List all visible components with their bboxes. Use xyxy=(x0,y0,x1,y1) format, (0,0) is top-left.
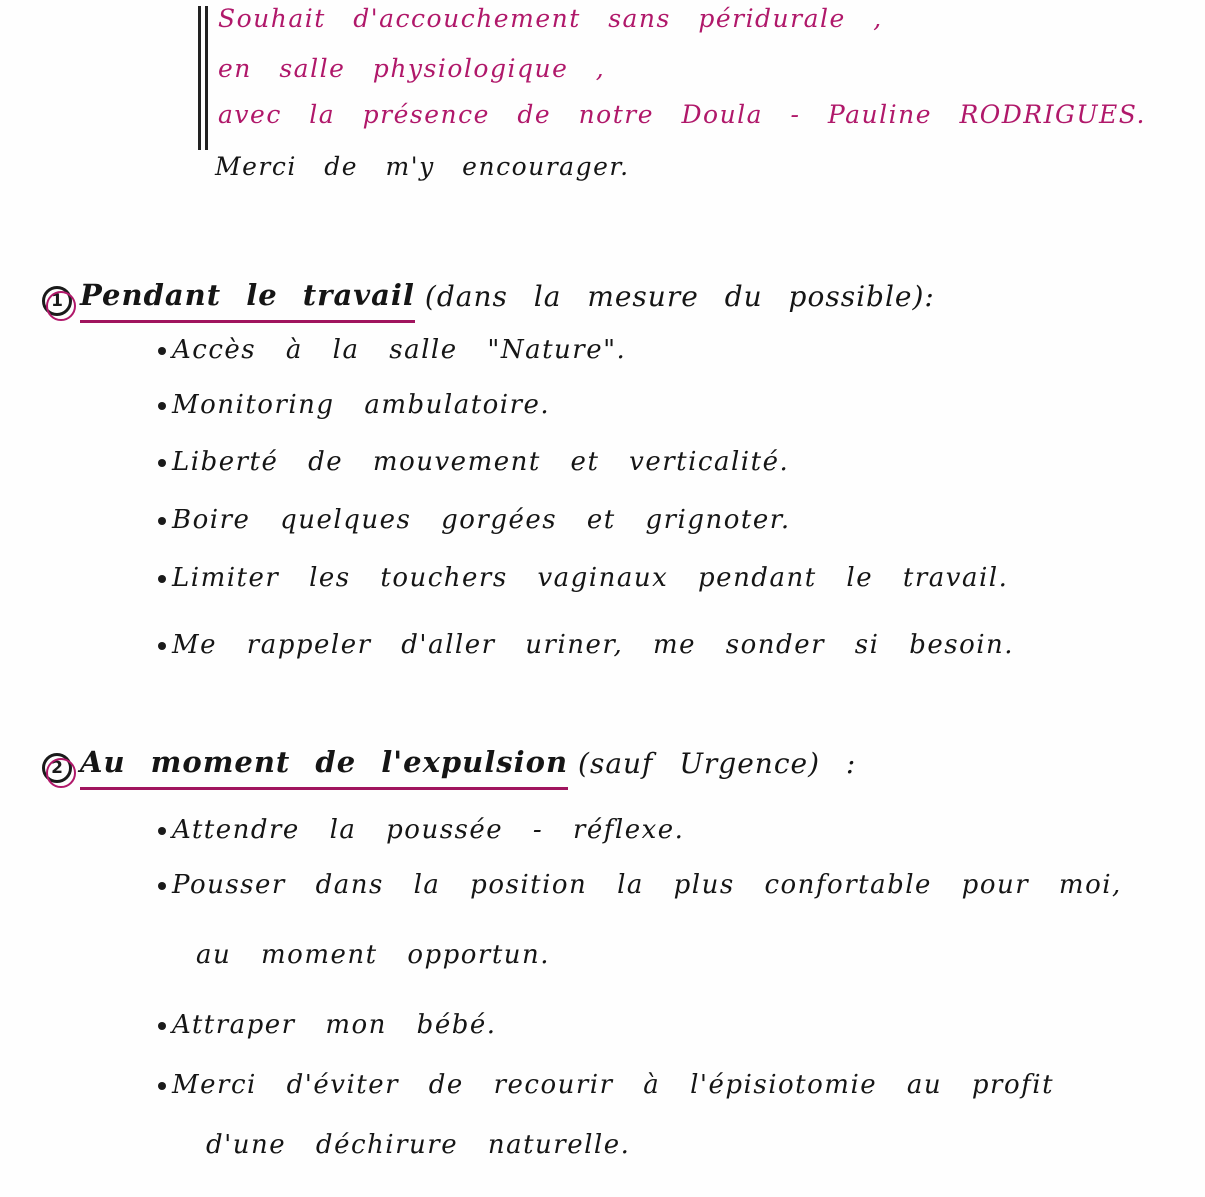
list-item-text: Attraper mon bébé. xyxy=(172,1010,497,1040)
list-item xyxy=(158,563,1008,593)
list-item xyxy=(158,335,626,365)
bullet-icon xyxy=(158,347,166,355)
bullet-icon xyxy=(158,575,166,583)
section-1-number-badge: 1 xyxy=(42,286,72,316)
bullet-icon xyxy=(158,459,166,467)
intro-margin-bars xyxy=(198,6,208,150)
bullet-icon xyxy=(158,402,166,410)
section-2-heading xyxy=(42,745,856,790)
list-item-continuation: au moment opportun. xyxy=(196,940,551,970)
bullet-icon xyxy=(158,642,166,650)
list-item xyxy=(158,630,1014,660)
section-2-number-badge: 2 xyxy=(42,753,72,783)
list-item xyxy=(158,1070,1054,1100)
list-item-text: Attendre la poussée - réflexe. xyxy=(172,815,685,845)
list-item-continuation: d'une déchirure naturelle. xyxy=(206,1130,631,1160)
list-item-text: Merci d'éviter de recourir à l'épisiotomie au profit xyxy=(172,1070,1055,1100)
list-item-text: Monitoring ambulatoire. xyxy=(172,390,551,420)
intro-line-3: avec la présence de notre Doula - Pauline RODRIGUES. xyxy=(218,100,1146,129)
bullet-icon xyxy=(158,827,166,835)
bullet-icon xyxy=(158,882,166,890)
bullet-icon xyxy=(158,1082,166,1090)
bullet-icon xyxy=(158,517,166,525)
section-1-qualifier: (dans la mesure du possible): xyxy=(424,280,935,313)
list-item xyxy=(158,1010,497,1040)
list-item-text: Accès à la salle "Nature". xyxy=(172,335,627,365)
intro-line-1: Souhait d'accouchement sans péridurale , xyxy=(218,4,883,33)
section-1-title: Pendant le travail xyxy=(80,278,415,323)
list-item-text: Limiter les touchers vaginaux pendant le travail. xyxy=(172,563,1009,593)
list-item xyxy=(158,447,789,477)
section-2-qualifier: (sauf Urgence) : xyxy=(578,747,857,780)
list-item xyxy=(158,505,791,535)
intro-line-2: en salle physiologique , xyxy=(218,54,606,83)
list-item xyxy=(158,815,684,845)
list-item-text: Boire quelques gorgées et grignoter. xyxy=(172,505,791,535)
list-item-text: Me rappeler d'aller uriner, me sonder si besoin. xyxy=(172,630,1015,660)
intro-thanks: Merci de m'y encourager. xyxy=(215,152,630,181)
list-item xyxy=(158,390,550,420)
section-1-heading xyxy=(42,278,935,323)
list-item-text: Liberté de mouvement et verticalité. xyxy=(172,447,790,477)
bullet-icon xyxy=(158,1022,166,1030)
list-item xyxy=(158,870,1122,900)
section-2-title: Au moment de l'expulsion xyxy=(80,745,568,790)
list-item-text: Pousser dans la position la plus confortable pour moi, xyxy=(172,870,1122,900)
